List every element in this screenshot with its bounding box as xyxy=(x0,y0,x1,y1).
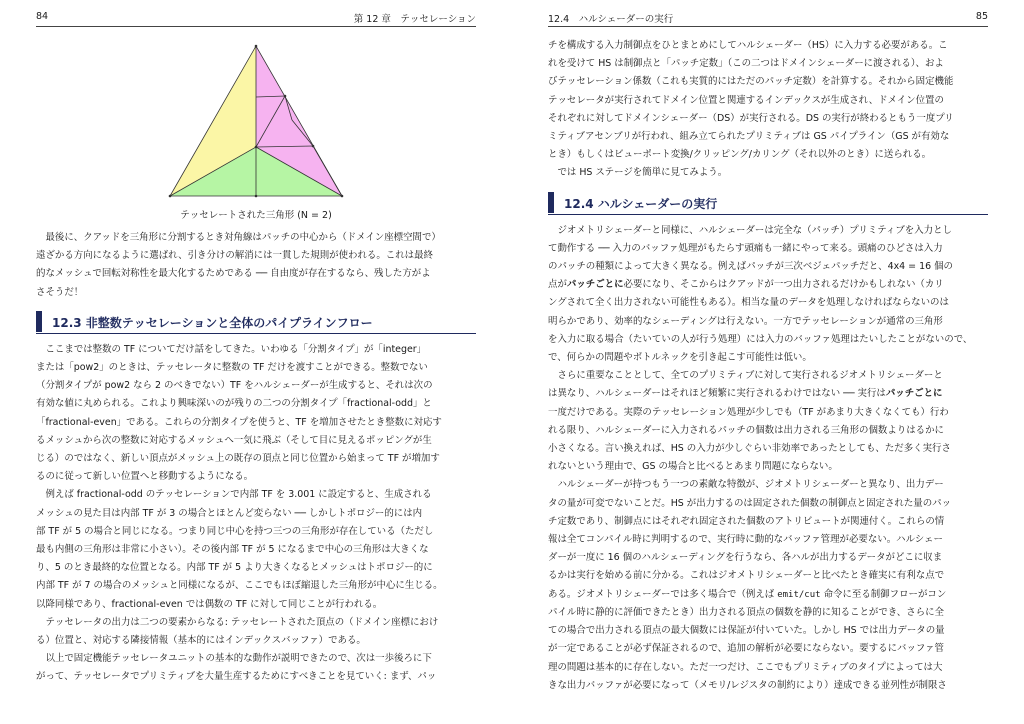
continued-paragraph xyxy=(548,37,988,183)
left-page xyxy=(36,0,476,724)
text-line: 内部 TF が 7 の場合のメッシュと同様になるが、ここでもほぼ縮退した三角形が中心に生じる。 xyxy=(36,580,443,592)
section-heading-12-3 xyxy=(36,311,476,334)
text-line: 的なメッシュで回転対称性を最大化するためである ── 自由度が存在するなら、残した方がよ xyxy=(36,268,431,280)
section-header: 12.4 ハルシェーダーの実行 xyxy=(548,14,674,25)
bold-text: パッチごとに xyxy=(566,279,624,291)
chapter-header: 第 12 章 テッセレーション xyxy=(353,14,476,25)
right-body-text xyxy=(548,37,988,695)
text-run: ある。ジオメトリシェーダーでは多く場合で（例えば xyxy=(548,588,778,600)
text-line: 有効な値に丸められる。これより興味深いのが残りの二つの分割タイプ「fractional-odd」と xyxy=(36,398,432,410)
text-line: 部 TF が 5 の場合と同じになる。つまり同じ中心を持つ三つの三角形が存在している（ただし xyxy=(36,525,434,537)
text-line: それぞれに対してドメインシェーダー（DS）が実行される。DS の実行が終わるともう一度プリ xyxy=(548,112,954,124)
text-line: チを構成する入力制御点をひとまとめにしてハルシェーダー（HS）に入力する必要がある。こ xyxy=(548,40,948,51)
text-run: 必要になり、そこからはクアッドが一つ出力されるだけかもしれない（カリ xyxy=(623,279,944,291)
text-line: ハルシェーダーが持つもう一つの素敵な特徴が、ジオメトリシェーダーと異なり、出力デー xyxy=(557,479,944,491)
section-title: 12.4 ハルシェーダーの実行 xyxy=(564,196,718,211)
bold-text: パッチごとに xyxy=(885,388,943,400)
text-line xyxy=(548,586,988,604)
text-line: るかは実行を始める前に分かる。これはジオメトリシェーダーと比べたとき確実に有利な点で xyxy=(548,570,945,582)
text-line: きな出力バッファが必要になって（メモリ/レジスタの制約により）達成できる並列性が制限さ xyxy=(548,679,947,691)
paragraph-hs-1 xyxy=(548,222,988,368)
section-heading-12-4 xyxy=(548,192,988,215)
intro-paragraph xyxy=(36,229,476,302)
text-line: タの量が可変でないことだ。HS が出力するのは固定された個数の制御点と固定された量のパッ xyxy=(548,497,952,509)
text-line: パイル時に静的に評価できたとき）出力される頂点の個数を静的に知ることができ、さらに全 xyxy=(548,606,944,618)
right-page-number: 85 xyxy=(975,11,988,22)
text-line: るのに従って新しい位置へと移動するようになる。 xyxy=(36,471,254,483)
text-line: とき）もしくはビューポート変換/クリッピング/カリング（それ以外のとき）に送られる。 xyxy=(548,149,932,161)
left-page-number: 84 xyxy=(36,11,49,22)
text-line: 明らかであり、効率的なシェーディングは行えない。一方でテッセレーションが通常の三角形 xyxy=(548,315,943,327)
text-line: 以上で固定機能テッセレータユニットの基本的な動作が説明できたので、次は一歩後ろに下 xyxy=(45,653,432,665)
right-running-header xyxy=(548,11,988,27)
text-line: る）位置と、対応する隣接情報（基本的にはインデックスバッファ）である。 xyxy=(36,635,366,647)
text-line xyxy=(548,385,988,403)
text-line: または「pow2」のときは、テッセレータに整数の TF だけを渡すことができる。整数でない xyxy=(36,362,428,374)
section-title: 12.3 非整数テッセレーションと全体のパイプラインフロー xyxy=(52,315,373,330)
left-body-text xyxy=(36,229,476,687)
text-line: て動作する ── 入力のバッファ処理がもたらす頭痛も一緒にやって来る。頭痛のひどさは入力 xyxy=(548,242,943,254)
text-line: 一度だけである。実際のテッセレーション処理が少しでも（TF があまり大きくなくても）行わ xyxy=(548,406,949,418)
text-line: さらに重要なこととして、全てのプリミティブに対して実行されるジオメトリシェーダーと xyxy=(557,370,943,382)
text-line: （分割タイプが pow2 なら 2 のべきでない）TF をハルシェーダーが生成すると、それは次の xyxy=(36,380,433,392)
text-line: びテッセレーション係数（これも実質的にはただのパッチ定数）を計算する。それから固定機能 xyxy=(548,76,954,88)
text-line: さそうだ！ xyxy=(36,286,84,298)
text-line: ダーが一度に 16 個のハルシェーディングを行うなら、各ハルが出力するデータがどこに収ま xyxy=(548,552,943,564)
text-line: 理の問題は基本的に存在しない。ただ一つだけ、ここでもプリミティブのタイプによっては大 xyxy=(548,661,943,673)
text-line: 以降同様であり、fractional-even では偶数の TF に対して同じことが行われる。 xyxy=(36,598,383,610)
text-line: 最後に、クアッドを三角形に分割するとき対角線はパッチの中心から（ドメイン座標空間で） xyxy=(45,232,441,243)
text-line: 報は全てコンパイル時に判明するので、実行時に動的なバッファ管理が必要ない。ハルシェー xyxy=(548,534,943,546)
text-line: メッシュの見た目は内部 TF が 3 の場合とほとんど変らない ── しかしトポロジー的には内 xyxy=(36,507,423,519)
text-line: 小さくなる。言い換えれば、HS の入力が少しぐらい非効率であったとしても、ただ多く実行さ xyxy=(548,443,951,455)
text-line: 遠ざかる方向になるように選ばれ、引き分けの解消には一貫した規則が使われる。これは最終 xyxy=(36,250,433,262)
text-line: テッセレータの出力は二つの要素からなる: テッセレートされた頂点の（ドメイン座標におけ xyxy=(45,616,439,628)
tessellated-triangle-figure xyxy=(161,40,351,206)
text-line: じる）のではなく、新しい頂点がメッシュ上の既存の頂点と同じ位置から始まって TF が増加す xyxy=(36,453,440,465)
text-run: 点が xyxy=(548,279,567,291)
text-line: がって、テッセレータでプリミティブを大量生産するためにすべきことを見ていく: まず、パッ xyxy=(36,671,437,683)
paragraph-4 xyxy=(36,650,476,686)
section-bar xyxy=(548,192,554,213)
text-line: り、5 のとき最終的な位置となる。内部 TF が 5 より大きくなるとメッシュはトポロジー的に xyxy=(36,562,433,574)
text-line: れる限り、ハルシェーダーに入力されるパッチの個数は出力される三角形の個数よりはるかに xyxy=(548,424,944,436)
code-text: emit/cut xyxy=(777,589,821,600)
text-line: のパッチの種類によって大きく異なる。例えばパッチが三次ベジェパッチだと、4x4 = 16 個の xyxy=(548,261,953,273)
text-line: れを受けて HS は制御点と「パッチ定数」（この二つはドメインシェーダーに渡される）、およ xyxy=(548,58,944,70)
text-line: では HS ステージを簡単に見てみよう。 xyxy=(557,167,728,179)
right-page xyxy=(548,0,988,724)
text-run: は異なり、ハルシェーダーはそれほど頻繁に実行されるわけではない ── 実行は xyxy=(548,388,886,400)
paragraph-3 xyxy=(36,614,476,650)
paragraph-1 xyxy=(36,341,476,487)
text-line: で、何らかの問題やボトルネックを引き起こす可能性は低い。 xyxy=(548,352,812,364)
text-line: を入力に取る場合（たいていの人が行う処理）には入力のバッファ処理はたいしたことがないので、 xyxy=(548,333,973,345)
text-line: れないという理由で、GS の場合と比べるとあまり問題にならない。 xyxy=(548,461,838,473)
text-line: ングされて全く出力されない可能性もある）。相当な量のデータを処理しなければならないのは xyxy=(548,297,949,309)
text-line: 例えば fractional-odd のテッセレーションで内部 TF を 3.001 に設定すると、生成される xyxy=(45,489,432,501)
text-line: チ定数であり、制御点にはそれぞれ固定された個数のアトリビュートが関連付く。これらの情 xyxy=(548,515,945,527)
section-bar xyxy=(36,311,42,332)
figure-caption: テッセレートされた三角形 (N = 2) xyxy=(180,210,332,221)
paragraph-hs-3 xyxy=(548,476,988,694)
text-line: ての場合で出力される頂点の最大個数には保証が付いていた。しかし HS では出力データの量 xyxy=(548,625,945,637)
text-line: るメッシュから次の整数に対応するメッシュへ一気に飛ぶ（そして目に見えるポッピングが生 xyxy=(36,434,432,446)
left-running-header xyxy=(36,11,476,27)
text-line: が一定であることが必ず保証されるので、追加の解析が必要にならない。要するにバッファ管 xyxy=(548,643,944,655)
paragraph-2 xyxy=(36,486,476,613)
text-line: ミティブアセンブリが行われ、組み立てられたプリミティブは GS パイプライン（GS が有効な xyxy=(548,131,950,143)
text-line: ここまでは整数の TF についてだけ話をしてきた。いわゆる「分割タイプ」が「integer」 xyxy=(45,343,427,355)
text-line: ジオメトリシェーダーと同様に、ハルシェーダーは完全な（パッチ）プリミティブを入力とし xyxy=(557,224,952,236)
text-line: 「fractional-even」である。これらの分割タイプを使うと、TF を増加させたとき整数に対応す xyxy=(36,416,442,428)
text-run: 命令に至る制御フローがコン xyxy=(820,588,947,600)
text-line: テッセレータが実行されてドメイン位置と関連するインデックスが生成され、ドメイン位置の xyxy=(548,94,944,106)
text-line xyxy=(548,276,988,294)
text-line: 最も内側の三角形は非常に小さい）。その後内部 TF が 5 になるまで中心の三角形は大きくな xyxy=(36,544,429,556)
paragraph-hs-2 xyxy=(548,367,988,476)
